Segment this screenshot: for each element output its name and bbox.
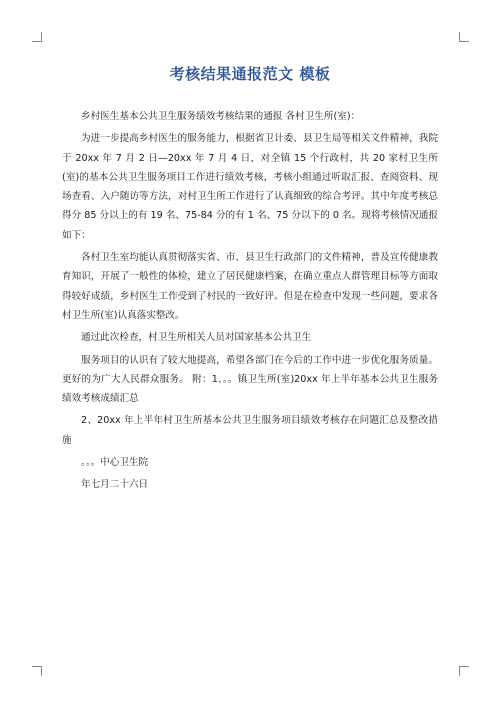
paragraph-inspection: 通过此次检查，村卫生所相关人员对国家基本公共卫生	[81, 332, 312, 344]
paragraph-intro: 为进一步提高乡村医生的服务能力，根据省卫计委、县卫生局等相关文件精神，我院于 20xx 年 7 月 2 日—20xx 年 7 月 4 日，对全镇 15 个行政村，共 20 家村卫生所(室)的基本公共卫生服务项目工作进行绩效考核，考核小组通过听取汇报、查阅资料、现场查看、入户随访等方法，对村卫生所工作进行了认真细致的综合考评。其中年度考核总得分 85 分以上的有 19 名、75-84 分的有 1 名、75 分以下的 0 名。现将考核情况通报如下：	[62, 133, 438, 241]
signature-org: 。。。中心卫生院	[81, 457, 149, 469]
document-title: 考核结果通报范文 模板	[169, 65, 331, 83]
paragraph-service: 服务项目的认识有了较大地提高，希望各部门在今后的工作中进一步优化服务质量。更好的为广大人民群众服务。 附：1、。。镇卫生所(室)20xx 年上半年基本公共卫生服务绩效考核成绩汇总	[62, 354, 438, 405]
crop-mark-bottom-left	[32, 666, 42, 676]
crop-mark-top-left	[32, 32, 42, 42]
paragraph-salutation: 乡村医生基本公共卫生服务绩效考核结果的通报 各村卫生所(室)：	[81, 111, 361, 122]
paragraph-attachment-2: 2、20xx 年上半年村卫生所基本公共卫生服务项目绩效考核存在问题汇总及整改措施	[62, 415, 438, 446]
crop-mark-bottom-right	[459, 666, 469, 676]
paragraph-findings: 各村卫生室均能认真贯彻落实省、市、县卫生行政部门的文件精神，普及宣传健康教育知识，开展了一般性的体检，建立了居民健康档案，在确立重点人群管理目标等方面取得较好成绩，乡村医生工作受到了村民的一致好评。但是在检查中发现一些问题，要求各村卫生所(室)认真落实整改。	[62, 252, 438, 321]
signature-date: 年七月二十六日	[81, 479, 149, 491]
document-body	[62, 107, 438, 495]
crop-mark-top-right	[459, 32, 469, 42]
